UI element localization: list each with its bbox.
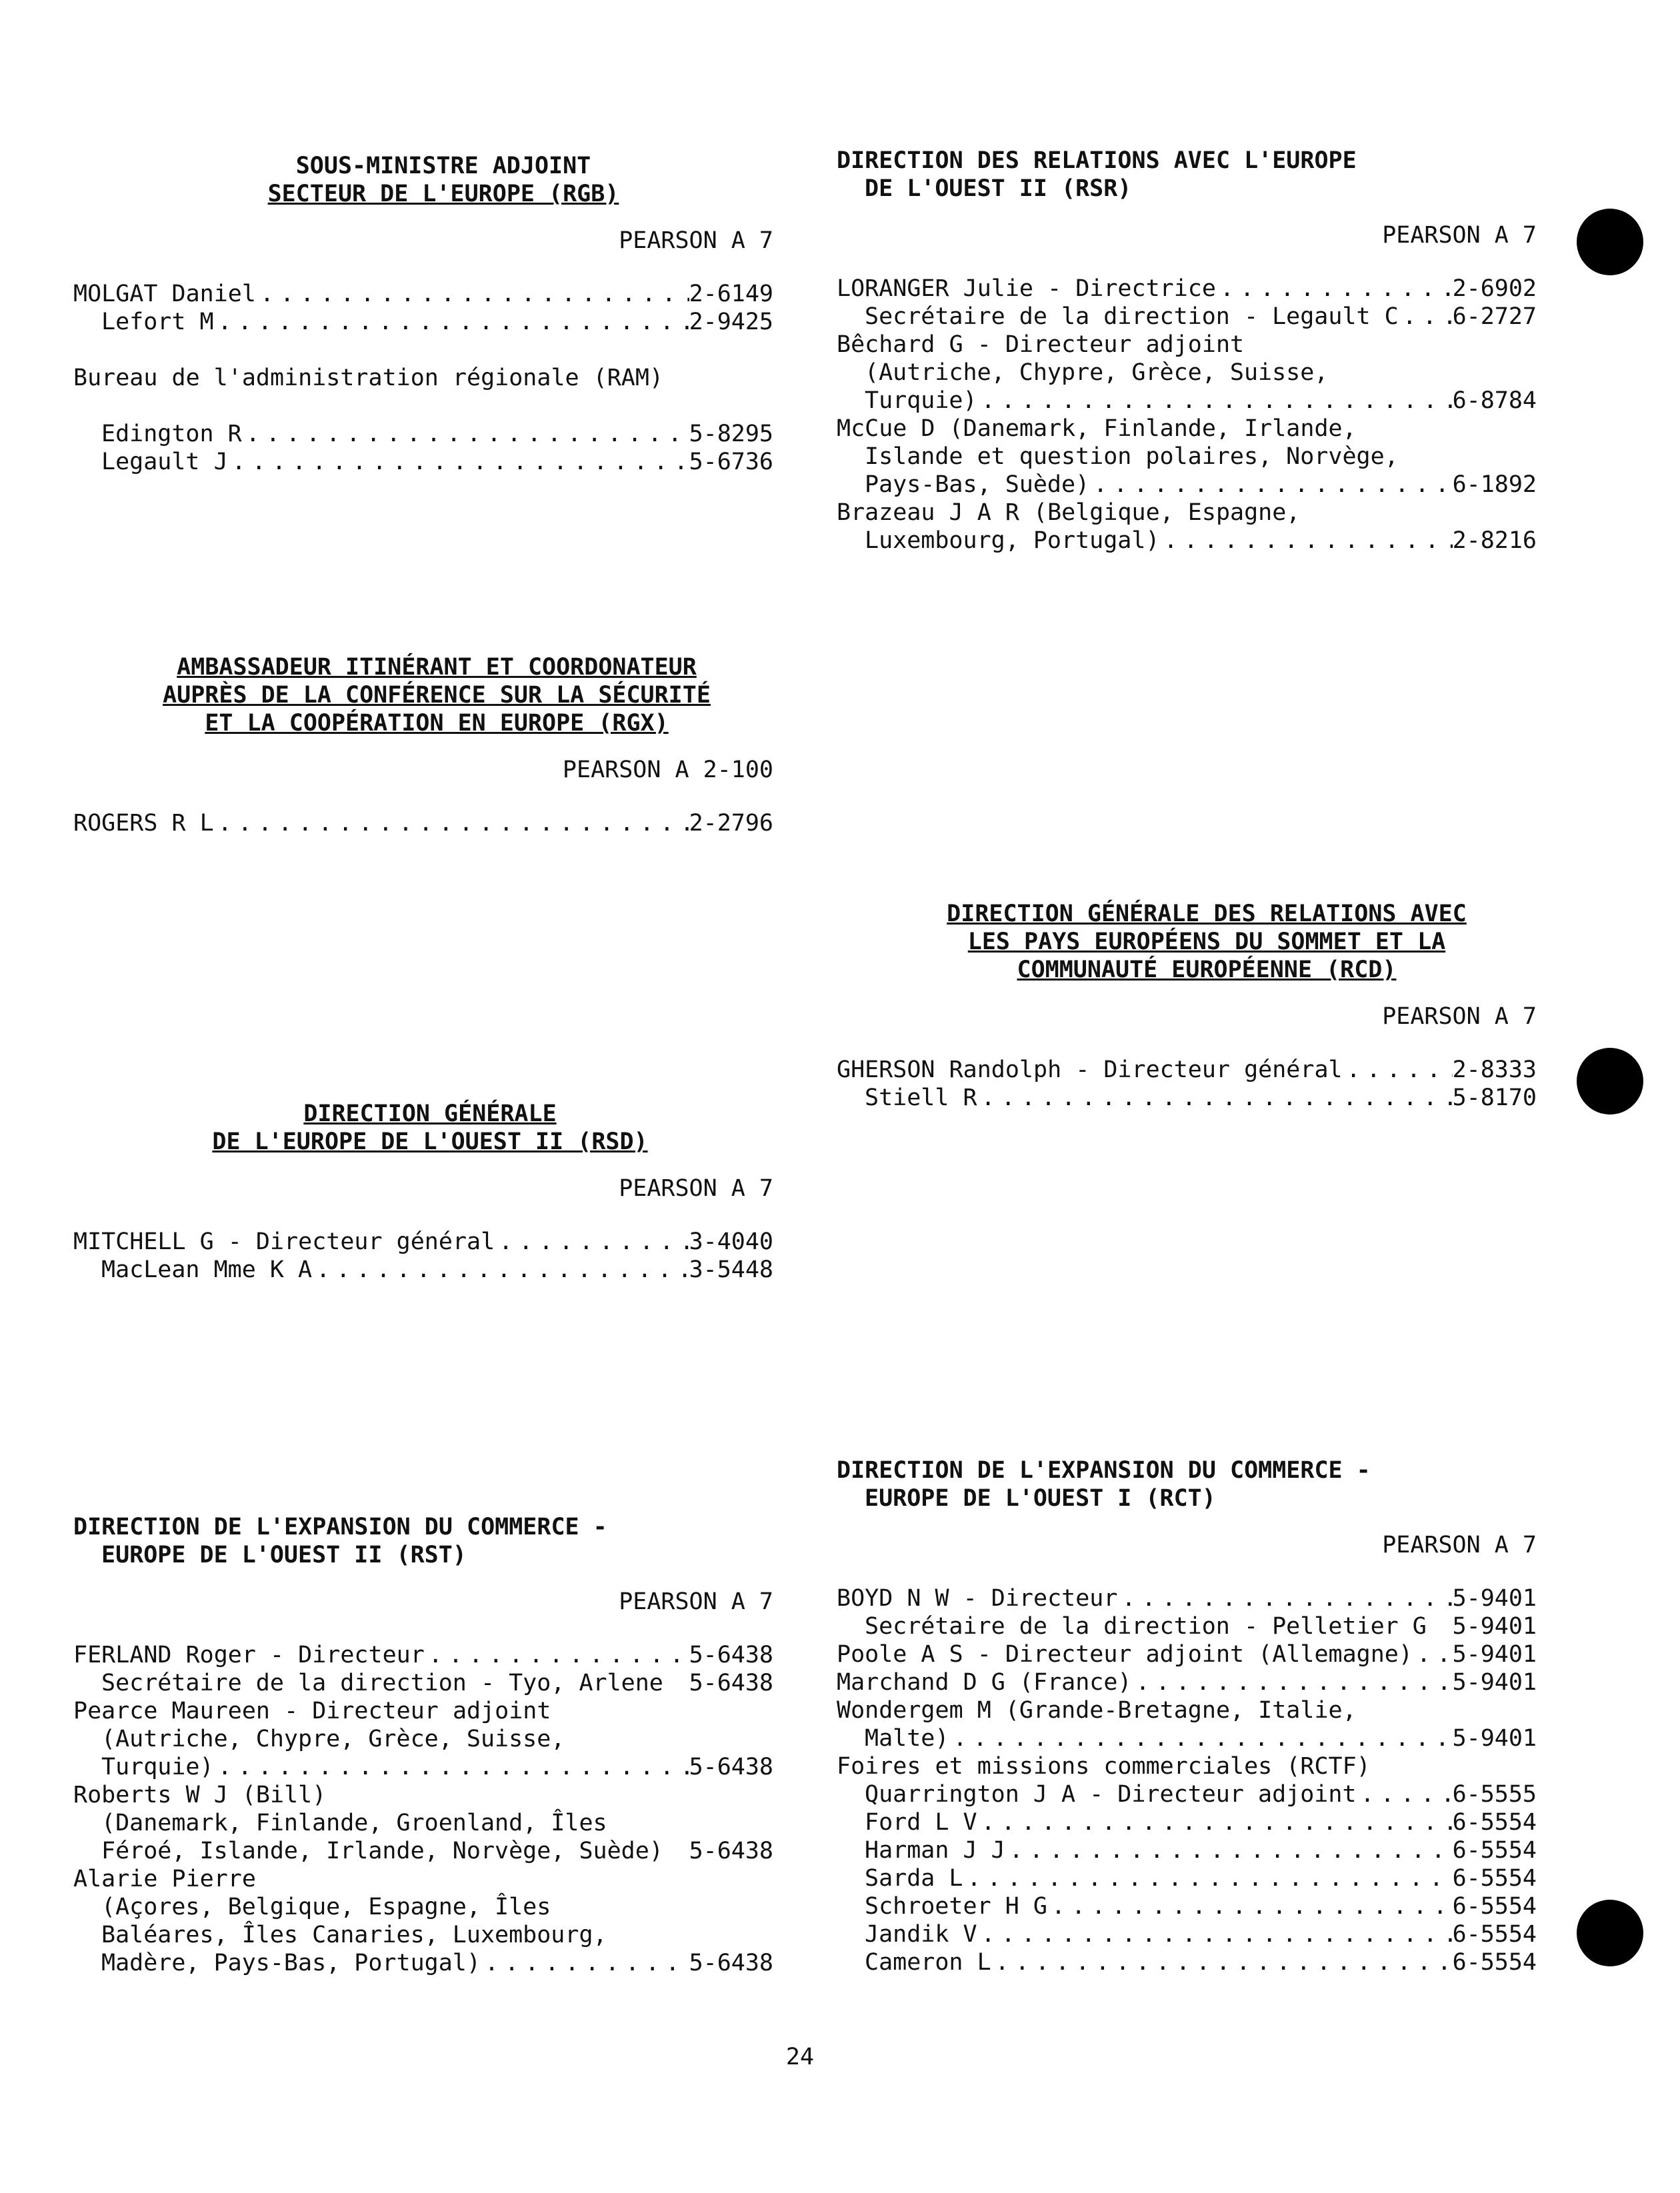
heading-line: DIRECTION DES RELATIONS AVEC L'EUROPE [837, 147, 1357, 174]
entry-text: (Danemark, Finlande, Groenland, Îles [101, 1810, 607, 1836]
entry-text: Pearce Maureen - Directeur adjoint [73, 1698, 551, 1724]
entry-phone: 5-6438 [689, 1838, 773, 1864]
entry-phone: 2-6149 [689, 281, 773, 307]
directory-entry [837, 1808, 1537, 1836]
dot-leader [1413, 1640, 1453, 1668]
entry-text: Islande et question polaires, Norvège, [865, 443, 1399, 470]
dot-leader [1399, 303, 1453, 331]
directory-entry [837, 387, 1537, 415]
directory-entry [837, 1668, 1537, 1696]
heading-line: SOUS-MINISTRE ADJOINT [295, 153, 591, 179]
entry-name: Madère, Pays-Bas, Portugal) [101, 1950, 481, 1976]
directory-entry [837, 275, 1537, 303]
binder-hole-mark [1577, 1048, 1643, 1114]
section-heading [73, 653, 773, 737]
directory-entry [73, 1837, 773, 1865]
entry-phone: 5-9401 [1452, 1669, 1537, 1696]
entry-name: Marchand D G (France) [837, 1669, 1132, 1696]
section-heading [837, 900, 1537, 984]
dot-leader [214, 1753, 689, 1781]
directory-entry [73, 1641, 773, 1669]
section-rsd [73, 1100, 773, 1284]
entry-name: Ford L V [865, 1809, 977, 1836]
entry-name: Schroeter H G [865, 1893, 1047, 1920]
section-rgx [73, 653, 773, 837]
entry-text: (Açores, Belgique, Espagne, Îles [101, 1894, 551, 1920]
dot-leader [228, 448, 689, 476]
directory-entry [73, 1228, 773, 1256]
directory-entry [837, 1084, 1537, 1112]
entry-phone: 6-5554 [1452, 1893, 1537, 1920]
entry-name: Lefort M [101, 309, 214, 335]
directory-entry [837, 471, 1537, 499]
entry-phone: 6-2727 [1452, 303, 1537, 330]
section-rst [73, 1513, 773, 1977]
binder-hole-mark [1577, 1900, 1643, 1966]
subsection-title: Bureau de l'administration régionale (RAM) [73, 365, 664, 391]
directory-entry [837, 303, 1537, 331]
entry-list [837, 1584, 1537, 1976]
directory-entry [73, 280, 773, 308]
entry-phone: 2-8333 [1452, 1057, 1537, 1083]
heading-line: ET LA COOPÉRATION EN EUROPE (RGX) [205, 710, 669, 737]
heading-line: DIRECTION DE L'EXPANSION DU COMMERCE - [837, 1457, 1371, 1484]
heading-line: DE L'EUROPE DE L'OUEST II (RSD) [212, 1128, 648, 1155]
dot-leader [1089, 471, 1452, 499]
dot-leader [481, 1949, 689, 1977]
entry-phone: 5-9401 [1452, 1641, 1537, 1668]
entry-phone: 5-8295 [689, 421, 773, 447]
dot-leader [425, 1641, 689, 1669]
dot-leader [312, 1256, 689, 1284]
directory-entry [73, 1669, 773, 1697]
dot-leader [963, 1864, 1453, 1892]
dot-leader [1117, 1584, 1452, 1612]
dot-leader [977, 1084, 1453, 1112]
entry-name: Legault J [101, 449, 228, 475]
section-rsr [837, 147, 1537, 555]
directory-entry [837, 1584, 1537, 1612]
directory-entry [73, 448, 773, 476]
entry-list [837, 275, 1537, 555]
heading-line: DE L'OUEST II (RSR) [865, 175, 1132, 202]
entry-name: MOLGAT Daniel [73, 281, 256, 307]
entry-name: FERLAND Roger - Directeur [73, 1642, 425, 1668]
entry-text: (Autriche, Chypre, Grèce, Suisse, [865, 359, 1329, 386]
entry-name: Pays-Bas, Suède) [865, 471, 1090, 498]
dot-leader [949, 1724, 1452, 1752]
dot-leader [1357, 1780, 1453, 1808]
entry-name: Secrétaire de la direction - Tyo, Arlene [101, 1670, 663, 1696]
dot-leader [977, 387, 1453, 415]
entry-phone: 5-6438 [689, 1642, 773, 1668]
entry-list [73, 1641, 773, 1977]
entry-text: Baléares, Îles Canaries, Luxembourg, [101, 1922, 607, 1948]
entry-text: Wondergem M (Grande-Bretagne, Italie, [837, 1697, 1357, 1724]
entry-phone: 5-6438 [689, 1670, 773, 1696]
directory-entry [837, 1780, 1537, 1808]
section-heading [73, 152, 773, 208]
directory-entry [73, 1753, 773, 1781]
section-heading [73, 1100, 773, 1156]
entry-list [73, 280, 773, 476]
heading-line: DIRECTION DE L'EXPANSION DU COMMERCE - [73, 1514, 607, 1540]
entry-phone: 2-2796 [689, 810, 773, 837]
heading-line: EUROPE DE L'OUEST II (RST) [101, 1542, 467, 1568]
entry-phone: 5-9401 [1452, 1585, 1537, 1612]
entry-name: Cameron L [865, 1949, 991, 1976]
section-heading [837, 1456, 1537, 1512]
directory-entry [73, 308, 773, 336]
location-label: PEARSON A 7 [619, 227, 773, 254]
dot-leader [1005, 1836, 1453, 1864]
entry-text: Brazeau J A R (Belgique, Espagne, [837, 499, 1301, 526]
directory-entry [837, 1612, 1537, 1640]
entry-name: Sarda L [865, 1865, 963, 1892]
entry-name: Secrétaire de la direction - Pelletier G [865, 1613, 1427, 1640]
entry-phone: 6-5554 [1452, 1837, 1537, 1864]
entry-list [73, 809, 773, 837]
page-number: 24 [785, 2044, 815, 2070]
dot-leader [214, 308, 689, 336]
entry-phone: 6-5554 [1452, 1949, 1537, 1976]
directory-entry [837, 1836, 1537, 1864]
binder-hole-mark [1577, 209, 1643, 275]
entry-phone: 6-5554 [1452, 1809, 1537, 1836]
dot-leader [991, 1948, 1453, 1976]
location-label: PEARSON A 2-100 [562, 757, 773, 783]
entry-name: Poole A S - Directeur adjoint (Allemagne) [837, 1641, 1413, 1668]
entry-name: Jandik V [865, 1921, 977, 1948]
dot-leader [1160, 527, 1453, 555]
dot-leader [1132, 1668, 1453, 1696]
dot-leader [1047, 1892, 1453, 1920]
directory-entry [837, 1056, 1537, 1084]
entry-name: Stiell R [865, 1085, 977, 1111]
entry-phone: 6-5554 [1452, 1921, 1537, 1948]
entry-name: Turquie) [865, 387, 977, 414]
entry-name: MITCHELL G - Directeur général [73, 1228, 495, 1255]
entry-phone: 6-8784 [1452, 387, 1537, 414]
section-heading [837, 147, 1537, 203]
directory-entry [837, 1864, 1537, 1892]
entry-phone: 3-4040 [689, 1228, 773, 1255]
subsection-title: Foires et missions commerciales (RCTF) [837, 1753, 1371, 1780]
dot-leader [977, 1808, 1453, 1836]
entry-name: ROGERS R L [73, 810, 214, 837]
entry-name: GHERSON Randolph - Directeur général [837, 1057, 1343, 1083]
dot-leader [242, 420, 689, 448]
entry-phone: 2-8216 [1452, 527, 1537, 554]
dot-leader [256, 280, 689, 308]
dot-leader [1343, 1056, 1453, 1084]
entry-phone: 5-6438 [689, 1754, 773, 1780]
directory-entry [73, 420, 773, 448]
entry-phone: 5-6736 [689, 449, 773, 475]
entry-phone: 3-5448 [689, 1256, 773, 1283]
entry-phone: 2-6902 [1452, 275, 1537, 302]
directory-entry [837, 527, 1537, 555]
directory-entry [73, 1256, 773, 1284]
entry-text: McCue D (Danemark, Finlande, Irlande, [837, 415, 1357, 442]
entry-name: Malte) [865, 1725, 949, 1752]
dot-leader [977, 1920, 1453, 1948]
heading-line: AMBASSADEUR ITINÉRANT ET COORDONATEUR [177, 654, 697, 681]
entry-phone: 5-8170 [1452, 1085, 1537, 1111]
entry-phone: 6-1892 [1452, 471, 1537, 498]
entry-phone: 5-9401 [1452, 1725, 1537, 1752]
heading-line: DIRECTION GÉNÉRALE DES RELATIONS AVEC [947, 901, 1467, 927]
entry-name: Edington R [101, 421, 242, 447]
heading-line: AUPRÈS DE LA CONFÉRENCE SUR LA SÉCURITÉ [163, 682, 711, 709]
entry-text: Alarie Pierre [73, 1866, 256, 1892]
entry-list [73, 1228, 773, 1284]
entry-text: Bêchard G - Directeur adjoint [837, 331, 1245, 358]
entry-phone: 2-9425 [689, 309, 773, 335]
entry-text: Roberts W J (Bill) [73, 1782, 327, 1808]
directory-entry [837, 1920, 1537, 1948]
section-rct [837, 1456, 1537, 1976]
section-rcd [837, 900, 1537, 1112]
dot-leader [495, 1228, 689, 1256]
location-label: PEARSON A 7 [1382, 1532, 1537, 1558]
entry-name: Quarrington J A - Directeur adjoint [865, 1781, 1357, 1808]
entry-phone: 6-5554 [1452, 1865, 1537, 1892]
entry-name: Secrétaire de la direction - Legault C [865, 303, 1399, 330]
heading-line: LES PAYS EUROPÉENS DU SOMMET ET LA [967, 929, 1446, 955]
entry-phone: 5-9401 [1452, 1613, 1537, 1640]
location-label: PEARSON A 7 [1382, 1003, 1537, 1030]
directory-entry [837, 1892, 1537, 1920]
entry-name: BOYD N W - Directeur [837, 1585, 1118, 1612]
directory-entry [837, 1948, 1537, 1976]
location-label: PEARSON A 7 [619, 1175, 773, 1202]
directory-entry [837, 1724, 1537, 1752]
directory-entry [837, 1640, 1537, 1668]
directory-entry [73, 1949, 773, 1977]
entry-name: MacLean Mme K A [101, 1256, 313, 1283]
heading-line: DIRECTION GÉNÉRALE [303, 1100, 557, 1127]
entry-name: Turquie) [101, 1754, 214, 1780]
location-label: PEARSON A 7 [619, 1588, 773, 1615]
dot-leader [1216, 275, 1453, 303]
section-rgb [73, 152, 773, 476]
entry-name: LORANGER Julie - Directrice [837, 275, 1216, 302]
entry-text: (Autriche, Chypre, Grèce, Suisse, [101, 1726, 565, 1752]
entry-list [837, 1056, 1537, 1112]
directory-entry [73, 809, 773, 837]
entry-name: Luxembourg, Portugal) [865, 527, 1160, 554]
section-heading [73, 1513, 773, 1569]
entry-phone: 6-5555 [1452, 1781, 1537, 1808]
entry-name: Féroé, Islande, Irlande, Norvège, Suède) [101, 1838, 663, 1864]
heading-line: COMMUNAUTÉ EUROPÉENNE (RCD) [1017, 957, 1397, 983]
dot-leader [214, 809, 689, 837]
entry-phone: 5-6438 [689, 1950, 773, 1976]
location-label: PEARSON A 7 [1382, 222, 1537, 249]
heading-line: SECTEUR DE L'EUROPE (RGB) [267, 181, 619, 207]
heading-line: EUROPE DE L'OUEST I (RCT) [865, 1485, 1216, 1512]
entry-name: Harman J J [865, 1837, 1005, 1864]
